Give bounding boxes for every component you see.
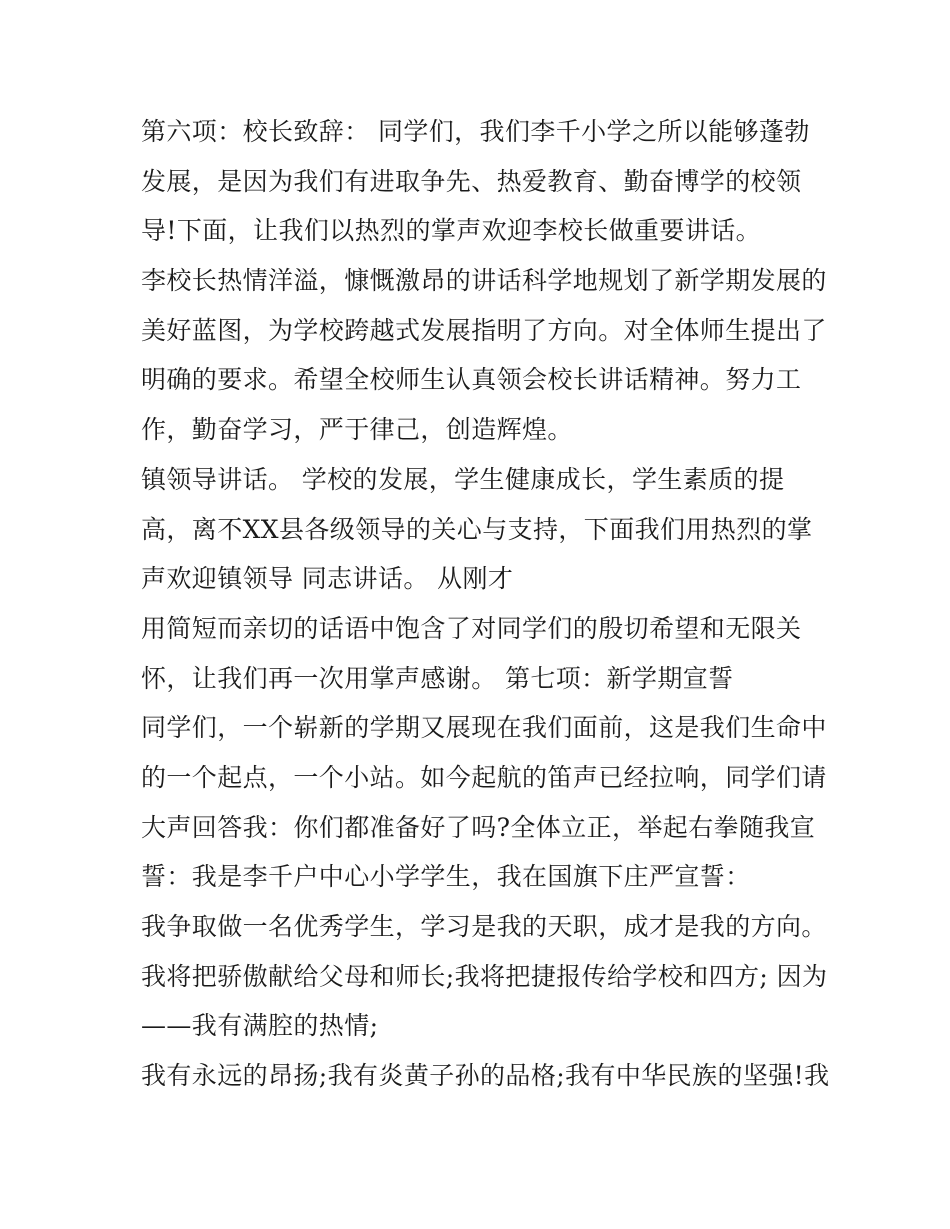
text-line: 的一个起点，一个小站。如今起航的笛声已经拉响，同学们请 [141,762,827,792]
document-body [141,107,841,1101]
text-line: 我有永远的昂扬;我有炎黄子孙的品格;我有中华民族的坚强!我 [141,1061,830,1091]
text-line: 镇领导讲话。 学校的发展，学生健康成长，学生素质的提 [141,464,785,494]
text-line: 怀，让我们再一次用掌声感谢。 第七项：新学期宣誓 [141,663,734,693]
text-line: 用简短而亲切的话语中饱含了对同学们的殷切希望和无限关 [141,613,802,643]
text-line: 导!下面，让我们以热烈的掌声欢迎李校长做重要讲话。 [141,216,762,246]
text-line: ——我有满腔的热情; [141,1011,379,1041]
text-line: 发展，是因为我们有进取争先、热爱教育、勤奋博学的校领 [141,166,802,196]
text-line: 声欢迎镇领导 同志讲话。 从刚才 [141,564,514,594]
text-line: 大声回答我：你们都准备好了吗?全体立正，举起右拳随我宣 [141,812,816,842]
text-line: 同学们，一个崭新的学期又展现在我们面前，这是我们生命中 [141,713,827,743]
text-line: 明确的要求。希望全校师生认真领会校长讲话精神。努力工 [141,365,802,395]
text-line: 我争取做一名优秀学生，学习是我的天职，成才是我的方向。 [141,912,827,941]
text-line: 作，勤奋学习，严于律己，创造辉煌。 [141,415,573,445]
text-line: 第六项：校长致辞： 同学们，我们李千小学之所以能够蓬勃 [141,117,810,146]
text-line: 我将把骄傲献给父母和师长;我将把捷报传给学校和四方; 因为 [141,961,828,991]
text-line: 誓：我是李千户中心小学学生，我在国旗下庄严宣誓： [141,862,751,892]
text-line: 美好蓝图，为学校跨越式发展指明了方向。对全体师生提出了 [141,315,827,345]
text-line: 李校长热情洋溢，慷慨激昂的讲话科学地规划了新学期发展的 [141,266,827,296]
text-line: 高，离不XX县各级领导的关心与支持，下面我们用热烈的掌 [141,514,813,544]
